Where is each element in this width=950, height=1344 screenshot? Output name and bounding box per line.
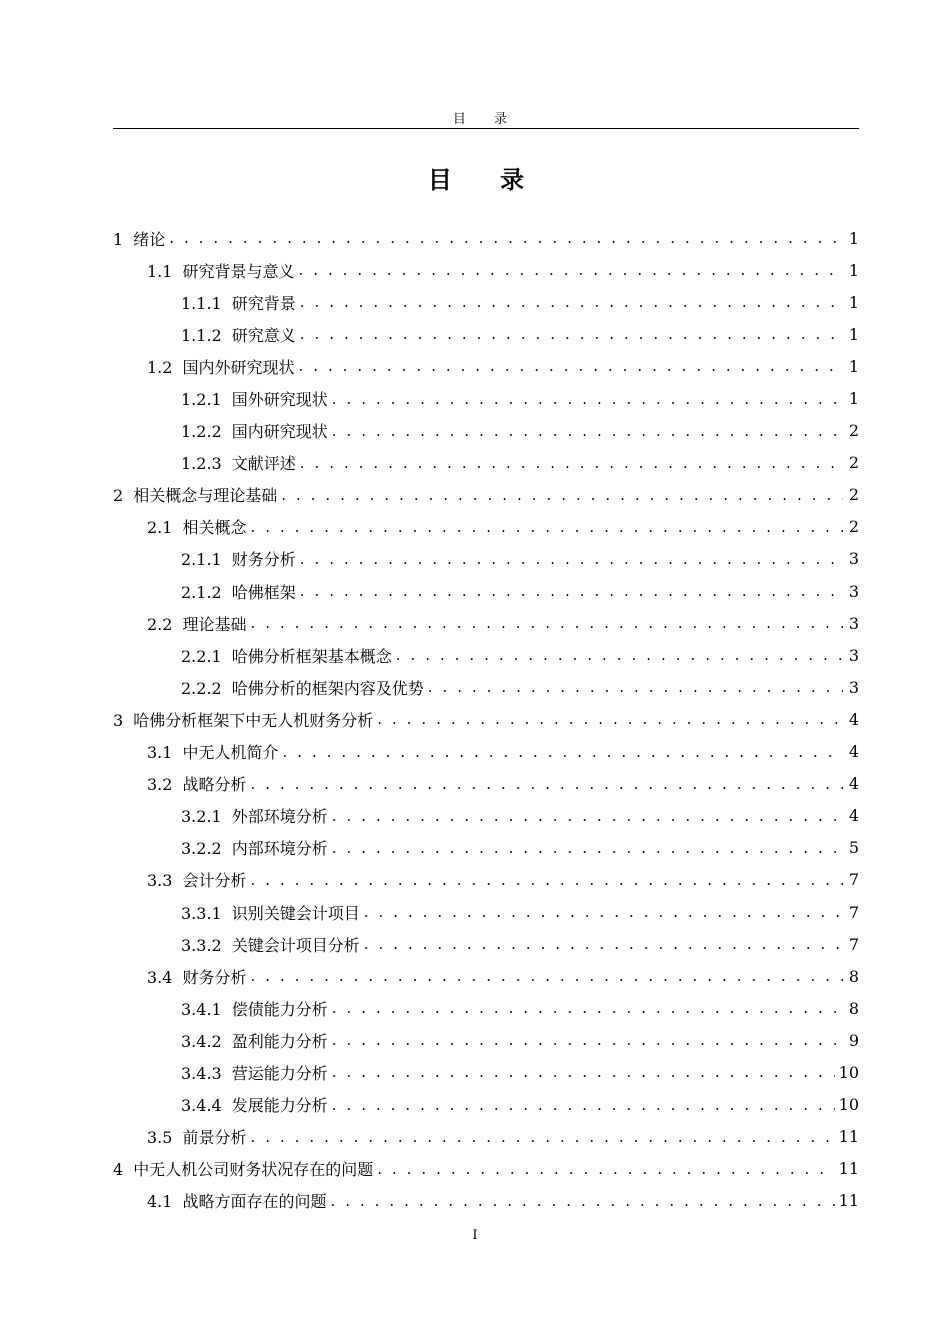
toc-entry-page: 2: [848, 421, 859, 441]
toc-entry-page: 1: [848, 292, 859, 312]
toc-entry-heading: [147, 1189, 326, 1212]
toc-entry-label: 盈利能力分析: [231, 1031, 328, 1051]
toc-entry-page: 7: [848, 902, 859, 922]
toc-dot-leader: [250, 518, 843, 536]
toc-entry-number: 3.1: [147, 743, 173, 763]
toc-entry-label: 研究意义: [231, 325, 296, 345]
toc-entry-number: 3.4.1: [181, 999, 222, 1019]
toc-entry-heading: [181, 580, 296, 603]
toc-entry-label: 研究背景: [231, 293, 296, 313]
toc-entry[interactable]: [113, 286, 859, 318]
toc-entry-page: 4: [848, 774, 859, 794]
toc-entry-label: 中无人机公司财务状况存在的问题: [133, 1160, 374, 1180]
toc-dot-leader: [169, 229, 843, 247]
toc-dot-leader: [300, 582, 843, 600]
toc-entry-page: 8: [848, 966, 859, 986]
toc-entry-page: 1: [848, 228, 859, 248]
toc-entry-label: 发展能力分析: [231, 1096, 328, 1116]
toc-entry[interactable]: [113, 639, 859, 671]
toc-entry-heading: [181, 997, 328, 1020]
toc-entry-page: 10: [838, 1095, 859, 1115]
toc-entry-label: 前景分析: [182, 1128, 247, 1148]
toc-entry[interactable]: [113, 607, 859, 639]
toc-entry-label: 国外研究现状: [231, 390, 328, 410]
toc-entry-page: 3: [848, 549, 859, 569]
toc-entry[interactable]: [113, 992, 859, 1024]
running-header: 目 录: [452, 112, 520, 127]
toc-dot-leader: [300, 550, 843, 568]
toc-dot-leader: [364, 903, 843, 921]
toc-dot-leader: [332, 1096, 835, 1114]
table-of-contents: [113, 222, 859, 1217]
toc-entry-heading: [181, 804, 328, 827]
toc-entry-heading: [181, 1029, 328, 1052]
toc-entry-page: 1: [848, 260, 859, 280]
toc-entry[interactable]: [113, 511, 859, 543]
toc-entry-page: 4: [848, 709, 859, 729]
toc-dot-leader: [281, 486, 843, 504]
toc-entry-label: 中无人机简介: [182, 743, 279, 763]
toc-dot-leader: [250, 614, 843, 632]
toc-dot-leader: [364, 935, 843, 953]
toc-entry-label: 战略方面存在的问题: [182, 1192, 327, 1212]
toc-entry-heading: [181, 323, 296, 346]
toc-entry-heading: [147, 868, 246, 891]
toc-entry-heading: [181, 836, 328, 859]
toc-title: 目 录: [427, 166, 545, 194]
toc-entry-heading: [113, 708, 373, 731]
toc-dot-leader: [300, 293, 843, 311]
toc-entry[interactable]: [113, 1153, 859, 1185]
toc-entry-number: 3.4.4: [181, 1096, 222, 1116]
toc-entry[interactable]: [113, 1089, 859, 1121]
toc-entry-number: 1.1.2: [181, 325, 222, 345]
toc-dot-leader: [332, 839, 843, 857]
toc-entry-number: 1.2.2: [181, 422, 222, 442]
toc-entry-page: 4: [848, 742, 859, 762]
toc-entry-number: 3.4: [147, 967, 173, 987]
toc-entry-label: 财务分析: [182, 967, 247, 987]
toc-entry-page: 10: [838, 1062, 859, 1082]
toc-entry-heading: [147, 259, 294, 282]
toc-entry-heading: [147, 740, 278, 763]
toc-entry[interactable]: [113, 415, 859, 447]
toc-entry-page: 3: [848, 613, 859, 633]
toc-entry[interactable]: [113, 671, 859, 703]
toc-entry-page: 5: [848, 838, 859, 858]
page-number: I: [472, 1228, 478, 1243]
toc-dot-leader: [332, 1031, 843, 1049]
toc-dot-leader: [332, 390, 843, 408]
toc-entry-label: 外部环境分析: [231, 807, 328, 827]
toc-entry-number: 3.4.2: [181, 1031, 222, 1051]
toc-entry-label: 偿债能力分析: [231, 999, 328, 1019]
toc-entry-heading: [147, 355, 294, 378]
toc-entry-heading: [181, 901, 360, 924]
toc-entry-number: 2.1.2: [181, 582, 222, 602]
toc-dot-leader: [282, 743, 843, 761]
toc-dot-leader: [298, 261, 843, 279]
toc-dot-leader: [332, 422, 843, 440]
toc-entry-label: 会计分析: [182, 871, 247, 891]
toc-entry-page: 7: [848, 870, 859, 890]
toc-entry-heading: [181, 933, 360, 956]
toc-entry-page: 1: [848, 356, 859, 376]
toc-entry-label: 国内研究现状: [231, 422, 328, 442]
toc-entry-heading: [113, 1157, 373, 1180]
toc-entry-label: 哈佛框架: [231, 582, 296, 602]
toc-entry-number: 3.2.2: [181, 839, 222, 859]
toc-dot-leader: [250, 1128, 834, 1146]
toc-entry-label: 相关概念: [182, 518, 247, 538]
toc-entry[interactable]: [113, 479, 859, 511]
toc-entry-number: 2.2: [147, 614, 173, 634]
toc-entry[interactable]: [113, 736, 859, 768]
toc-entry-page: 1: [848, 389, 859, 409]
toc-entry-heading: [147, 612, 246, 635]
toc-entry-heading: [147, 772, 246, 795]
toc-entry[interactable]: [113, 896, 859, 928]
toc-dot-leader: [332, 999, 843, 1017]
toc-entry-page: 11: [838, 1127, 859, 1147]
toc-entry-page: 2: [848, 517, 859, 537]
toc-entry-label: 哈佛分析框架基本概念: [231, 646, 392, 666]
toc-entry-page: 9: [848, 1030, 859, 1050]
toc-entry-heading: [181, 291, 296, 314]
toc-entry-page: 4: [848, 806, 859, 826]
toc-entry-heading: [181, 1061, 328, 1084]
toc-entry-page: 7: [848, 934, 859, 954]
toc-entry-number: 3.2: [147, 775, 173, 795]
toc-entry[interactable]: [113, 1056, 859, 1088]
toc-entry-number: 1.2.3: [181, 454, 222, 474]
toc-entry-page: 3: [848, 677, 859, 697]
toc-entry-page: 3: [848, 645, 859, 665]
toc-entry-number: 3.3.1: [181, 903, 222, 923]
toc-entry-number: 1.1: [147, 261, 173, 281]
toc-entry-page: 2: [848, 485, 859, 505]
toc-entry[interactable]: [113, 575, 859, 607]
toc-entry-number: 1: [113, 229, 124, 249]
toc-entry-page: 3: [848, 581, 859, 601]
toc-entry[interactable]: [113, 1185, 859, 1217]
toc-entry-heading: [181, 676, 424, 699]
header-rule: [113, 128, 859, 129]
toc-entry-label: 相关概念与理论基础: [133, 486, 278, 506]
toc-entry[interactable]: [113, 832, 859, 864]
toc-entry[interactable]: [113, 382, 859, 414]
toc-dot-leader: [330, 1192, 834, 1210]
toc-entry-label: 研究背景与意义: [182, 261, 295, 281]
toc-entry-page: 11: [838, 1159, 859, 1179]
toc-entry-number: 4.1: [147, 1192, 173, 1212]
toc-entry-heading: [113, 227, 165, 250]
toc-entry-number: 3.4.3: [181, 1063, 222, 1083]
toc-entry-label: 文献评述: [231, 454, 296, 474]
toc-dot-leader: [377, 1160, 834, 1178]
toc-entry-heading: [181, 644, 392, 667]
toc-entry[interactable]: [113, 254, 859, 286]
toc-dot-leader: [250, 775, 843, 793]
toc-entry-label: 战略分析: [182, 775, 247, 795]
toc-entry-label: 国内外研究现状: [182, 357, 295, 377]
toc-entry-label: 哈佛分析框架下中无人机财务分析: [133, 710, 374, 730]
toc-entry-number: 1.2.1: [181, 390, 222, 410]
toc-entry-number: 3: [113, 710, 124, 730]
toc-entry-number: 2: [113, 486, 124, 506]
toc-dot-leader: [332, 807, 843, 825]
toc-entry-number: 3.3.2: [181, 935, 222, 955]
toc-entry-number: 4: [113, 1160, 124, 1180]
toc-entry[interactable]: [113, 703, 859, 735]
toc-entry-number: 2.2.1: [181, 646, 222, 666]
toc-dot-leader: [298, 357, 843, 375]
toc-entry-number: 2.1.1: [181, 550, 222, 570]
toc-entry-number: 3.2.1: [181, 807, 222, 827]
toc-dot-leader: [250, 967, 843, 985]
toc-entry-heading: [147, 515, 246, 538]
toc-entry-page: 1: [848, 324, 859, 344]
toc-entry-label: 财务分析: [231, 550, 296, 570]
toc-entry-label: 哈佛分析的框架内容及优势: [231, 678, 424, 698]
toc-entry-heading: [147, 965, 246, 988]
toc-entry-heading: [147, 1125, 246, 1148]
toc-entry[interactable]: [113, 222, 859, 254]
toc-entry-number: 2.1: [147, 518, 173, 538]
toc-entry[interactable]: [113, 447, 859, 479]
toc-entry-page: 2: [848, 453, 859, 473]
toc-entry-heading: [181, 387, 328, 410]
toc-entry-page: 8: [848, 998, 859, 1018]
toc-entry[interactable]: [113, 543, 859, 575]
toc-entry-number: 3.5: [147, 1128, 173, 1148]
toc-entry[interactable]: [113, 960, 859, 992]
toc-entry-heading: [181, 419, 328, 442]
toc-dot-leader: [250, 871, 843, 889]
toc-entry-label: 绪论: [133, 229, 166, 249]
toc-entry-heading: [181, 451, 296, 474]
toc-entry[interactable]: [113, 1024, 859, 1056]
toc-entry-label: 内部环境分析: [231, 839, 328, 859]
toc-dot-leader: [300, 454, 843, 472]
toc-entry[interactable]: [113, 800, 859, 832]
toc-entry-label: 识别关键会计项目: [231, 903, 360, 923]
toc-dot-leader: [300, 325, 843, 343]
toc-dot-leader: [396, 646, 843, 664]
toc-dot-leader: [332, 1063, 835, 1081]
toc-entry-label: 营运能力分析: [231, 1063, 328, 1083]
toc-entry-label: 关键会计项目分析: [231, 935, 360, 955]
toc-entry-page: 11: [838, 1191, 859, 1211]
toc-entry-number: 1.2: [147, 357, 173, 377]
toc-entry-heading: [113, 483, 277, 506]
toc-entry-heading: [181, 547, 296, 570]
toc-entry[interactable]: [113, 864, 859, 896]
toc-entry-number: 1.1.1: [181, 293, 222, 313]
toc-dot-leader: [428, 678, 843, 696]
toc-dot-leader: [377, 710, 843, 728]
toc-entry[interactable]: [113, 928, 859, 960]
toc-entry[interactable]: [113, 1121, 859, 1153]
toc-entry-number: 2.2.2: [181, 678, 222, 698]
toc-entry[interactable]: [113, 350, 859, 382]
toc-entry[interactable]: [113, 318, 859, 350]
toc-entry[interactable]: [113, 768, 859, 800]
toc-entry-label: 理论基础: [182, 614, 247, 634]
toc-entry-heading: [181, 1093, 328, 1116]
toc-entry-number: 3.3: [147, 871, 173, 891]
